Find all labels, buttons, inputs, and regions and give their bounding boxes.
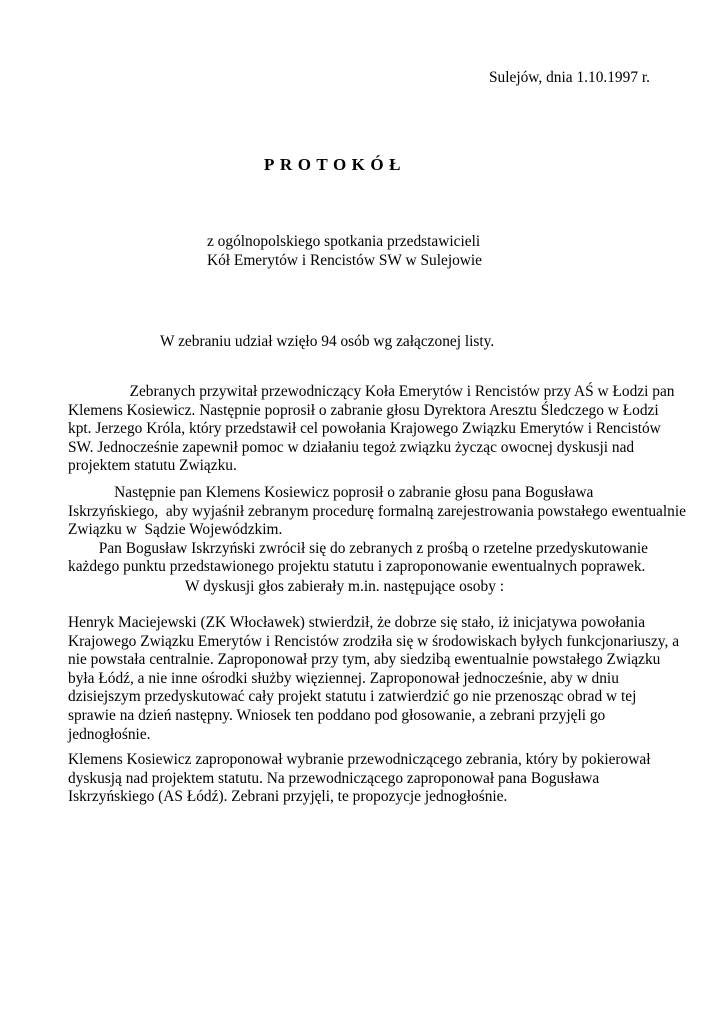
text-line: Iskrzyńskiego, aby wyjaśnił zebranym procedurę formalną zarejestrowania powstałego ewentualnie: [68, 502, 686, 520]
paragraph-maciejewski: [68, 614, 680, 744]
text-line: sprawie na dzień następny. Wniosek ten poddano pod głosowanie, a zebrani przyjęli go: [68, 706, 606, 724]
paragraph-welcome: [68, 383, 675, 476]
text-line: dyskusją nad projektem statutu. Na przewodniczącego zaproponował pana Bogusława: [68, 769, 600, 787]
paragraph-discussion-intro: [185, 578, 504, 597]
paragraph-chairman: [68, 751, 668, 807]
text-line: Zebranych przywitał przewodniczący Koła Emerytów i Rencistów przy AŚ w Łodzi pan: [68, 383, 675, 400]
document-title: PROTOKÓŁ: [264, 155, 406, 174]
text-line: Iskrzyńskiego (AS Łódź). Zebrani przyjęli, te propozycje jednogłośnie.: [68, 788, 508, 806]
text-line: Henryk Maciejewski (ZK Włocławek) stwierdził, że dobrze się stało, iż inicjatywa powołania: [68, 614, 646, 631]
text-line: każdego punktu przedstawionego projektu statutu i zaproponowanie ewentualnych poprawek.: [68, 558, 646, 576]
text-line: projektem statutu Związku.: [68, 457, 237, 475]
text-line: dzisiejszym przedyskutować cały projekt statutu i zatwierdzić go nie przenosząc obrad w tej: [68, 688, 637, 706]
text-line: Krajowego Związku Emerytów i Rencistów zrodziła się w środowiskach byłych funkcjonariuszy, a: [68, 632, 680, 650]
text-line: Pan Bogusław Iskrzyński zwrócił się do zebranych z prośbą o rzetelne przedyskutowanie: [68, 539, 648, 557]
document-subtitle: [207, 233, 482, 270]
text-line: nie powstała centralnie. Zaproponował przy tym, aby siedzibą ewentualnie powstałego Związku: [68, 651, 661, 669]
subtitle-line: Kół Emerytów i Rencistów SW w Sulejowie: [207, 251, 483, 269]
document-date: Sulejów, dnia 1.10.1997 r.: [488, 69, 650, 86]
subtitle-line: z ogólnopolskiego spotkania przedstawicieli: [207, 233, 481, 250]
text-line: Związku w Sądzie Wojewódzkim.: [68, 521, 283, 539]
text-line: Następnie pan Klemens Kosiewicz poprosił o zabranie głosu pana Bogusława: [68, 484, 594, 501]
text-line: SW. Jednocześnie zapewnił pomoc w działaniu tegoż związku życząc owocnej dyskusji nad: [68, 438, 635, 456]
text-line: kpt. Jerzego Króla, który przedstawił cel powołania Krajowego Związku Emerytów i Rencistów: [68, 420, 661, 438]
attendance-note: W zebraniu udział wzięło 94 osób wg załączonej listy.: [160, 333, 495, 350]
text-line: W dyskusji głos zabierały m.in. następujące osoby :: [185, 578, 505, 595]
text-line: jednogłośnie.: [68, 725, 151, 743]
paragraph-procedure: [68, 484, 686, 577]
text-line: Klemens Kosiewicz. Następnie poprosił o zabranie głosu Dyrektora Aresztu Śledczego w Łodzi: [68, 401, 659, 419]
text-line: była Łódź, a nie inne ośrodki służby więziennej. Zaproponował jednocześnie, aby w dniu: [68, 669, 619, 687]
text-line: Klemens Kosiewicz zaproponował wybranie przewodniczącego zebrania, który by pokierował: [68, 751, 651, 768]
